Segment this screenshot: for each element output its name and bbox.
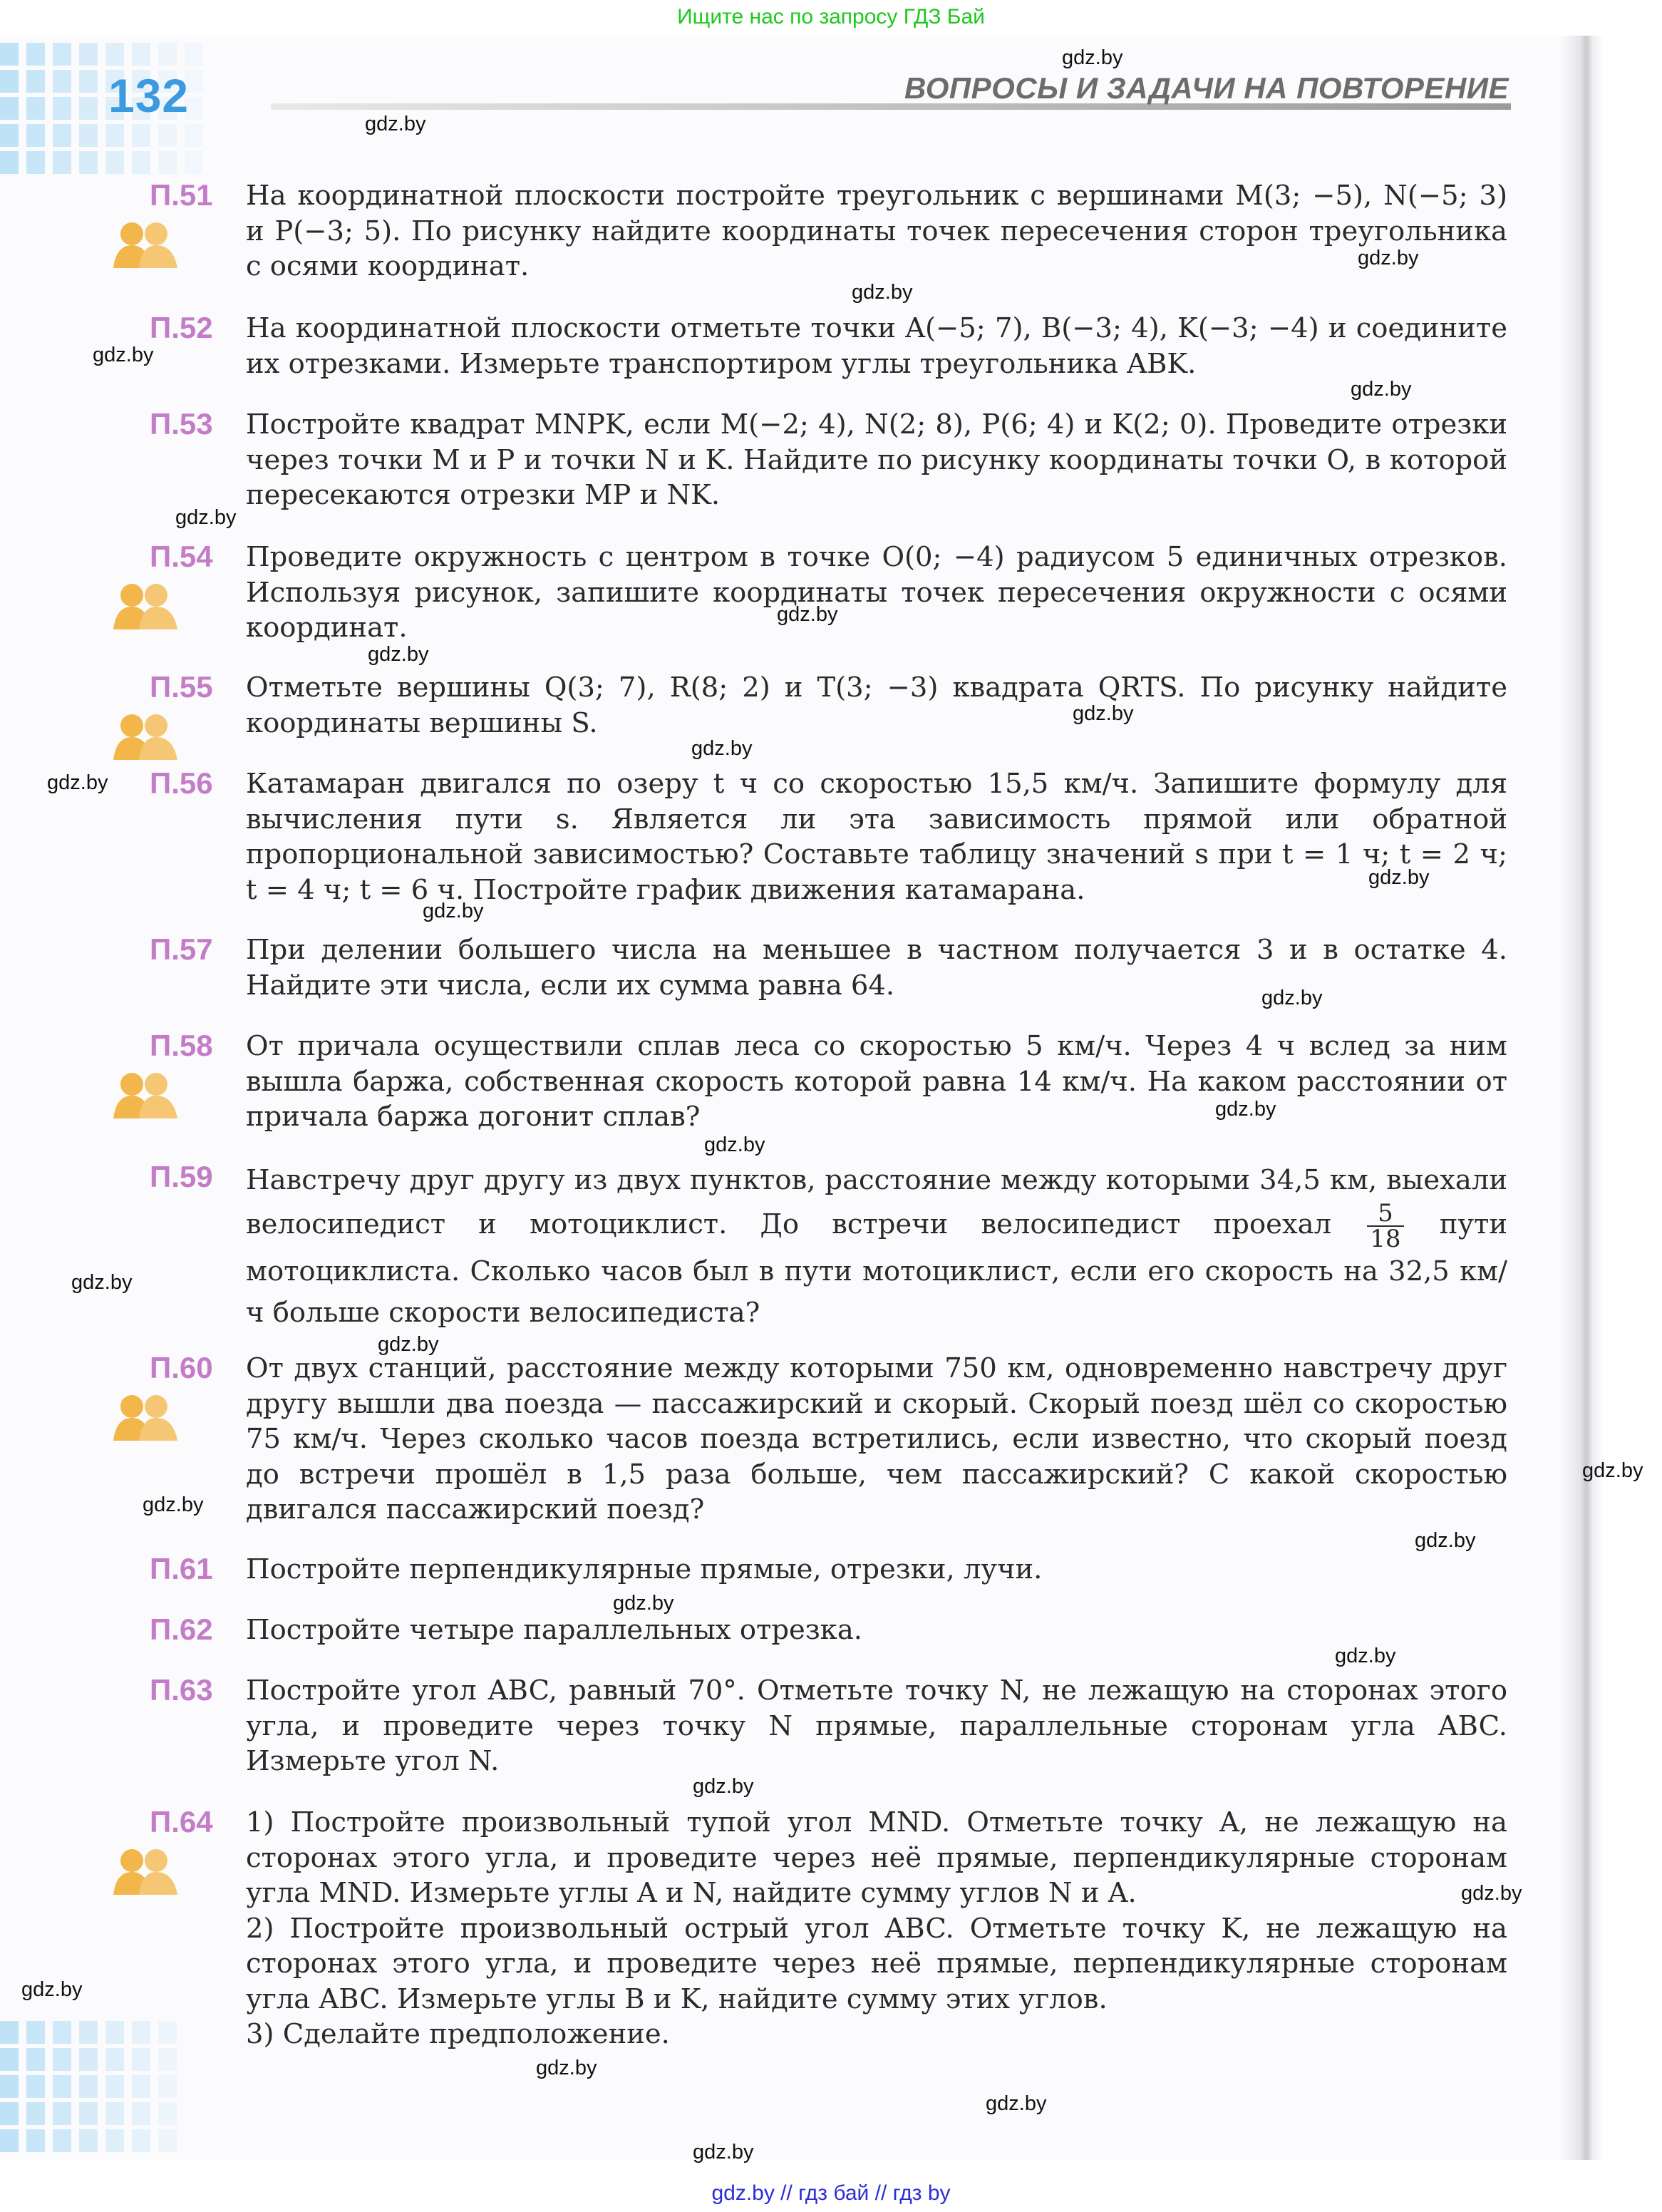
grid-cell [0, 2048, 19, 2071]
watermark: gdz.by [175, 506, 237, 529]
pair-work-icon [110, 711, 182, 761]
grid-cell [79, 43, 98, 66]
grid-cell [158, 124, 177, 147]
task-text: Отметьте вершины Q(3; 7), R(8; 2) и T(3; −3) квадрата QRTS. По рисунку найдите координаты вершины S. [246, 672, 1507, 739]
task-text: Постройте перпендикулярные прямые, отрезки, лучи. [246, 1553, 1043, 1585]
grid-cell [158, 2075, 177, 2098]
grid-cell [26, 43, 45, 66]
grid-cell [53, 2021, 71, 2044]
grid-cell [132, 2102, 150, 2125]
task-label: П.61 [150, 1552, 213, 1585]
grid-cell [105, 2021, 124, 2044]
pair-work-icon [110, 1070, 182, 1120]
grid-cell [26, 97, 45, 120]
watermark: gdz.by [1215, 1098, 1276, 1121]
grid-cell [105, 151, 124, 174]
grid-cell [79, 70, 98, 93]
watermark: gdz.by [777, 603, 838, 626]
decorative-grid-bottom [0, 2021, 207, 2156]
grid-cell [26, 2048, 45, 2071]
task-label: П.57 [150, 932, 213, 966]
grid-cell [0, 151, 19, 174]
watermark: gdz.by [693, 1775, 754, 1798]
grid-cell [53, 124, 71, 147]
grid-cell [105, 2048, 124, 2071]
watermark: gdz.by [1261, 987, 1323, 1009]
watermark: gdz.by [1073, 702, 1134, 725]
watermark: gdz.by [1368, 866, 1430, 889]
grid-cell [132, 43, 150, 66]
watermark: gdz.by [21, 1978, 83, 2001]
task-text: Постройте четыре параллельных отрезка. [246, 1614, 863, 1646]
grid-cell [0, 2102, 19, 2125]
task-label: П.64 [150, 1805, 213, 1838]
grid-cell [79, 2075, 98, 2098]
watermark: gdz.by [47, 771, 108, 794]
grid-cell [185, 43, 203, 66]
grid-cell [79, 2021, 98, 2044]
task-text: Проведите окружность с центром в точке O(0; −4) радиусом 5 единичных отрезков. Используя рисунок, запишите координаты точек пересечения окружности с осями координат. [246, 541, 1507, 644]
grid-cell [105, 2102, 124, 2125]
watermark: gdz.by [704, 1133, 765, 1156]
task-label: П.51 [150, 178, 213, 212]
watermark: gdz.by [378, 1333, 439, 1356]
grid-cell [26, 70, 45, 93]
grid-cell [185, 124, 203, 147]
grid-cell [132, 2048, 150, 2071]
pair-work-icon [110, 220, 182, 269]
grid-cell [0, 2129, 19, 2152]
grid-cell [105, 124, 124, 147]
grid-cell [26, 2075, 45, 2098]
task-text: Постройте угол ABC, равный 70°. Отметьте точку N, не лежащую на сторонах этого угла, и проведите через точку N прямые, параллельные сторонам угла ABC. Измерьте угол N. [246, 1675, 1507, 1777]
grid-cell [105, 43, 124, 66]
pair-work-icon [110, 1392, 182, 1442]
grid-cell [132, 2021, 150, 2044]
pair-work-icon [110, 1846, 182, 1896]
watermark: gdz.by [1062, 46, 1123, 69]
task-text: На координатной плоскости постройте треугольник с вершинами M(3; −5), N(−5; 3) и P(−3; 5). По рисунку найдите координаты точек пересечения сторон треугольника с осями координат. [246, 180, 1507, 282]
grid-cell [53, 70, 71, 93]
watermark: gdz.by [1358, 247, 1419, 269]
task-label: П.52 [150, 311, 213, 344]
watermark: gdz.by [536, 2057, 597, 2079]
grid-cell [132, 151, 150, 174]
grid-cell [132, 124, 150, 147]
pair-work-icon [110, 581, 182, 631]
task-text: От причала осуществили сплав леса со скоростью 5 км/ч. Через 4 ч вслед за ним вышла баржа, собственная скорость которой равна 14 км/ч. На каком расстоянии от причала баржа догонит сплав? [246, 1030, 1507, 1133]
task-label: П.62 [150, 1612, 213, 1646]
grid-cell [158, 151, 177, 174]
task-text: При делении большего числа на меньшее в частном получается 3 и в остатке 4. Найдите эти числа, если их сумма равна 64. [246, 934, 1507, 1002]
grid-cell [0, 97, 19, 120]
grid-cell [158, 2048, 177, 2071]
task-text: Постройте квадрат MNPK, если M(−2; 4), N(2; 8), P(6; 4) и K(2; 0). Проведите отрезки через точки M и P и точки N и K. Найдите по рисунку координаты точки O, в которой пересекаются отрезки MP и NK. [246, 408, 1507, 511]
grid-cell [26, 2102, 45, 2125]
grid-cell [26, 151, 45, 174]
fraction: $\frac{5}{18}$ [1367, 1201, 1403, 1251]
grid-cell [105, 2129, 124, 2152]
section-title: ВОПРОСЫ И ЗАДАЧИ НА ПОВТОРЕНИЕ [904, 71, 1509, 105]
watermark: gdz.by [143, 1493, 204, 1516]
grid-cell [132, 2129, 150, 2152]
watermark: gdz.by [1415, 1529, 1476, 1552]
grid-cell [79, 124, 98, 147]
grid-cell [0, 124, 19, 147]
grid-cell [53, 151, 71, 174]
grid-cell [79, 2102, 98, 2125]
watermark: gdz.by [986, 2092, 1047, 2115]
watermark: gdz.by [691, 737, 753, 760]
grid-cell [26, 124, 45, 147]
page-number: 132 [108, 69, 190, 122]
grid-cell [0, 2075, 19, 2098]
search-banner: Ищите нас по запросу ГДЗ Бай [677, 5, 985, 29]
watermark: gdz.by [1582, 1459, 1643, 1482]
grid-cell [79, 151, 98, 174]
grid-cell [0, 43, 19, 66]
grid-cell [53, 2075, 71, 2098]
grid-cell [53, 2048, 71, 2071]
grid-cell [158, 43, 177, 66]
task-text: От двух станций, расстояние между которыми 750 км, одновременно навстречу друг другу вышли два поезда — пассажирский и скорый. Скорый поезд шёл со скоростью 75 км/ч. Через сколько часов поезда встретились, если известно, что скорый поезд до встречи прошёл в 1,5 раза больше, чем пассажирский? С какой скоростью двигался пассажирский поезд? [246, 1352, 1507, 1526]
grid-cell [185, 151, 203, 174]
grid-cell [53, 97, 71, 120]
watermark: gdz.by [365, 113, 426, 135]
grid-cell [79, 97, 98, 120]
watermark: gdz.by [613, 1592, 674, 1615]
grid-cell [53, 2102, 71, 2125]
grid-cell [132, 2075, 150, 2098]
watermark: gdz.by [1335, 1645, 1396, 1667]
grid-cell [53, 43, 71, 66]
grid-cell [0, 70, 19, 93]
grid-cell [53, 2129, 71, 2152]
grid-cell [79, 2129, 98, 2152]
task-label: П.58 [150, 1029, 213, 1062]
grid-cell [158, 2129, 177, 2152]
grid-cell [79, 2048, 98, 2071]
watermark: gdz.by [1351, 378, 1412, 401]
grid-cell [26, 2129, 45, 2152]
task-text: На координатной плоскости отметьте точки A(−5; 7), B(−3; 4), K(−3; −4) и соедините их отрезками. Измерьте транспортиром углы треугольника ABK. [246, 312, 1507, 380]
task-label: П.54 [150, 540, 213, 573]
task-label: П.53 [150, 407, 213, 441]
watermark: gdz.by [93, 344, 154, 366]
task-text: 1) Постройте произвольный тупой угол MND. Отметьте точку A, не лежащую на сторонах этого угла, и проведите через неё прямые, перпендикулярные сторонам угла MND. Измерьте углы A и N, найдите сумму углов N и A. 2) Постройте произвольный острый угол ABC. Отметьте точку K, не лежащую на сторонах этого угла, и проведите через неё прямые, перпендикулярные сторонам угла ABC. Измерьте углы B и K, найдите сумму этих углов. 3) Сделайте предположение. [246, 1806, 1507, 2050]
watermark: gdz.by [1461, 1882, 1522, 1905]
task-text: Катамаран двигался по озеру t ч со скоростью 15,5 км/ч. Запишите формулу для вычисления пути s. Является ли эта зависимость прямой или обратной пропорциональной зависимостью? Составьте таблицу значений s при t = 1 ч; t = 2 ч; t = 4 ч; t = 6 ч. Постройте график движения катамарана. [246, 768, 1507, 906]
watermark: gdz.by [368, 643, 429, 666]
page-spine-shadow [1561, 36, 1604, 2160]
grid-cell [158, 2102, 177, 2125]
task-label: П.56 [150, 766, 213, 800]
task-label: П.60 [150, 1351, 213, 1384]
grid-cell [158, 2021, 177, 2044]
footer-links[interactable]: gdz.by // гдз бай // гдз by [711, 2181, 951, 2205]
task-label: П.59 [150, 1160, 213, 1193]
grid-cell [0, 2021, 19, 2044]
watermark: gdz.by [71, 1271, 133, 1294]
watermark: gdz.by [423, 900, 484, 922]
task-label: П.63 [150, 1673, 213, 1707]
watermark: gdz.by [693, 2141, 754, 2164]
grid-cell [26, 2021, 45, 2044]
task-text: Навстречу друг другу из двух пунктов, расстояние между которыми 34,5 км, выехали велосипедист и мотоциклист. До встречи велосипедист проехал $\frac{5}{18}$ пути мотоциклиста. Сколько часов был в пути мотоциклист, если его скорость на 32,5 км/ч больше скорости велосипедиста? [246, 1164, 1507, 1329]
watermark: gdz.by [852, 281, 913, 304]
grid-cell [105, 2075, 124, 2098]
task-label: П.55 [150, 670, 213, 704]
